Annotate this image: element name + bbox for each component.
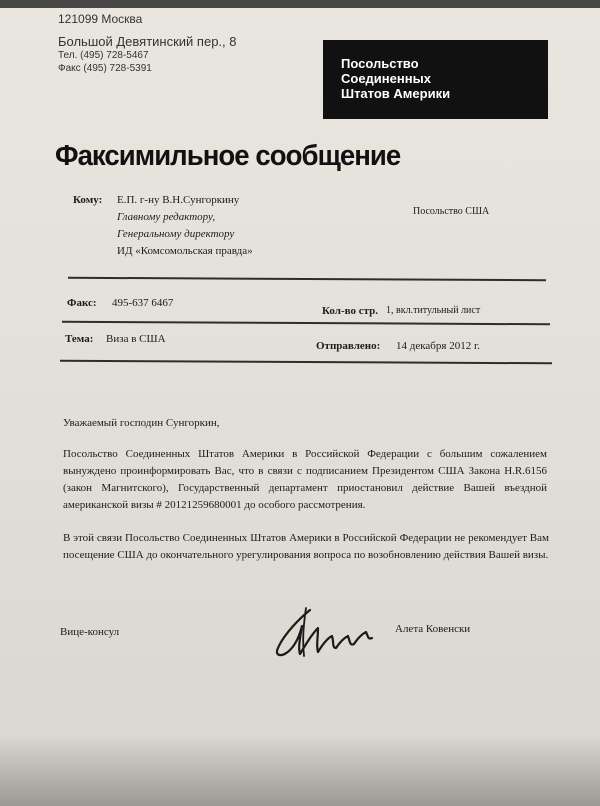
recipient-line: Главному редактору, xyxy=(117,211,216,223)
signer-position: Вице-консул xyxy=(60,626,120,638)
divider xyxy=(60,360,552,365)
pages-label: Кол-во стр. xyxy=(322,305,379,317)
address-fax: Факс (495) 728-5391 xyxy=(58,63,152,74)
subject-label: Тема: xyxy=(65,333,94,345)
recipient-line: Е.П. г-ну В.Н.Сунгоркину xyxy=(117,194,240,206)
embassy-logo xyxy=(323,40,548,119)
address-street: Большой Девятинский пер., 8 xyxy=(58,34,237,49)
embassy-logo-line: Штатов Америки xyxy=(341,86,451,101)
embassy-logo-line: Соединенных xyxy=(341,71,431,86)
sent-value: 14 декабря 2012 г. xyxy=(396,340,480,352)
embassy-logo-line: Посольство xyxy=(341,56,419,71)
divider xyxy=(62,321,550,326)
letter-paragraph: Посольство Соединенных Штатов Америки в Российской Федерации с большим сожалением вынуждено проинформировать Вас, что в связи с подписанием Президентом США Закона H.R.6156 (закон Магнитского), Государственный департамент приостановил действие Вашей въездной американской визы # 20121259680001 до особого рассмотрения. xyxy=(63,448,547,511)
letter-paragraph: В этой связи Посольство Соединенных Штатов Америки в Российской Федерации не рекомендует Вам посещение США до окончательного урегулирования вопроса по возобновлению действия Вашей визы. xyxy=(63,532,549,561)
recipient-line: ИД «Комсомольская правда» xyxy=(117,245,253,257)
address-phone: Тел. (495) 728-5467 xyxy=(58,50,149,61)
fax-label: Факс: xyxy=(67,297,97,309)
handwritten-signature xyxy=(270,604,380,664)
fax-value: 495-637 6467 xyxy=(112,297,174,309)
pages-value: 1, вкл.титульный лист xyxy=(386,305,481,316)
signer-name: Алета Ковенски xyxy=(395,623,471,635)
top-shadow xyxy=(0,0,600,8)
bottom-shadow xyxy=(0,736,600,806)
document-title: Факсимильное сообщение xyxy=(55,140,401,172)
subject-value: Виза в США xyxy=(106,333,166,345)
greeting: Уважаемый господин Сунгоркин, xyxy=(63,417,220,429)
address-city: 121099 Москва xyxy=(58,12,143,26)
divider xyxy=(68,277,546,282)
sender-org: Посольство США xyxy=(413,206,490,217)
sent-label: Отправлено: xyxy=(316,340,381,352)
recipient-label: Кому: xyxy=(73,194,103,206)
recipient-line: Генеральному директору xyxy=(117,228,235,240)
